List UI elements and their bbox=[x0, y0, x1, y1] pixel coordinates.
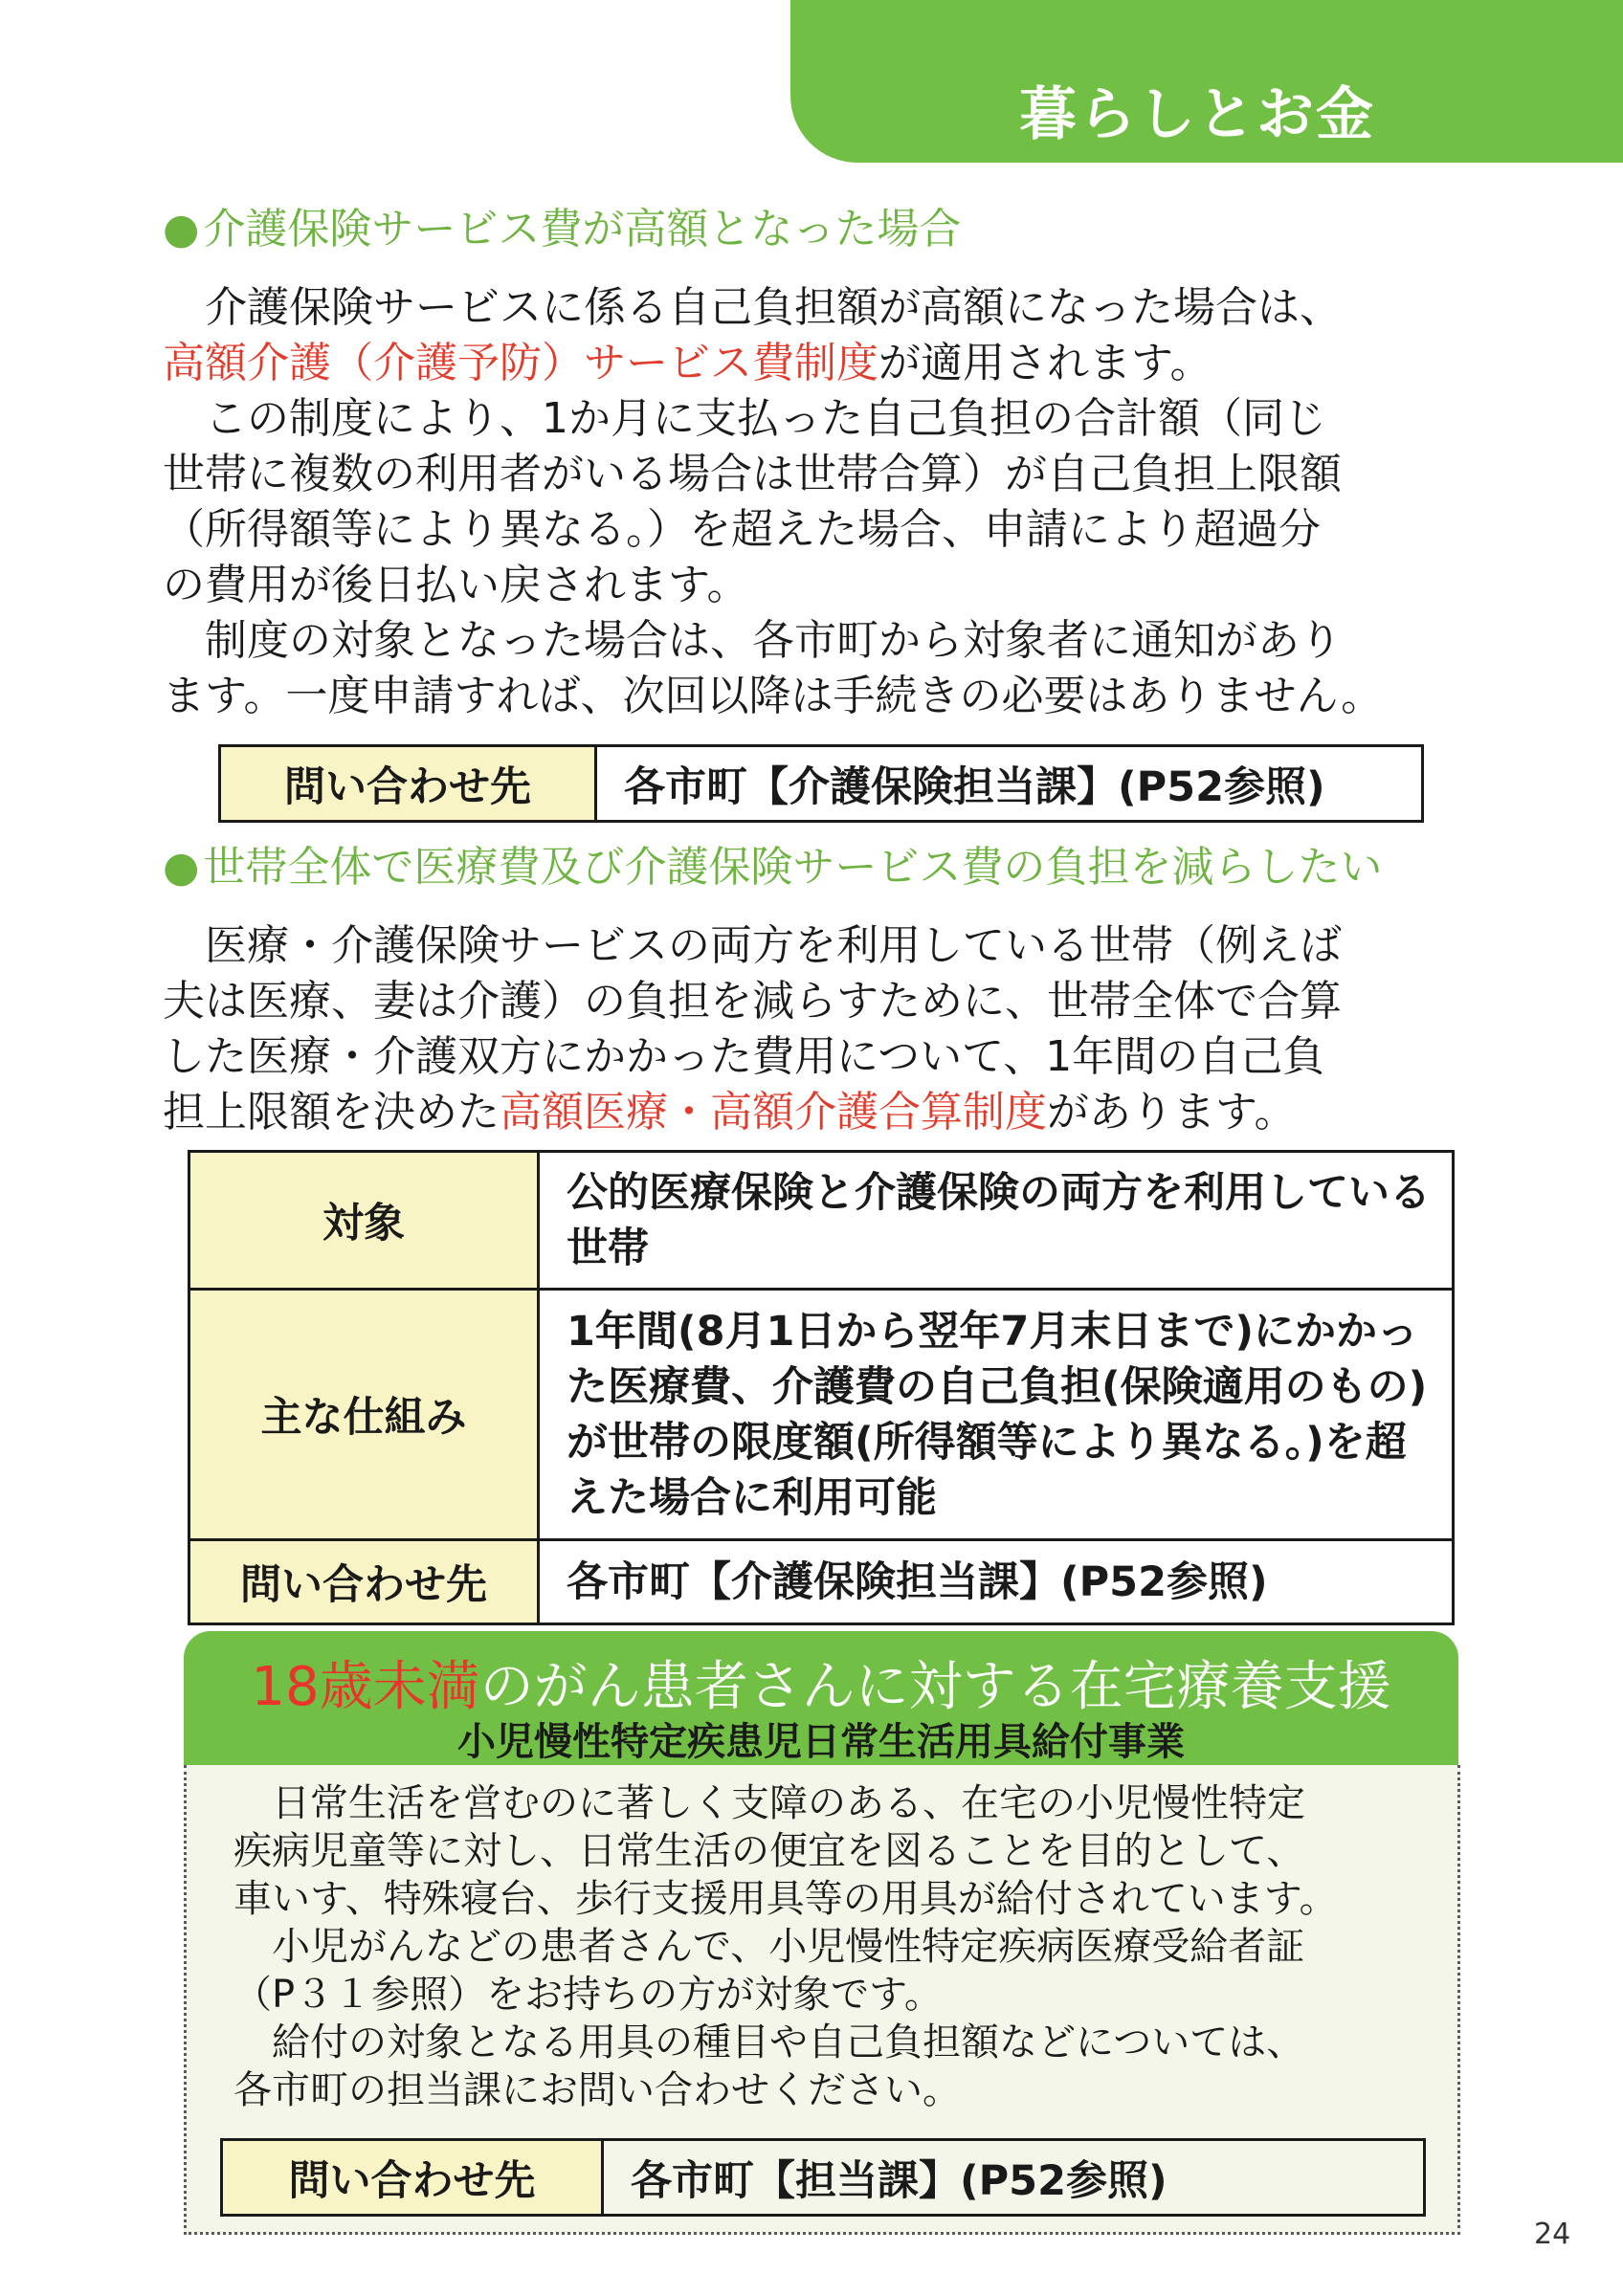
text-line: 日常生活を営むのに著しく支障のある、在宅の小児慢性特定 bbox=[233, 1781, 1305, 1825]
text-fragment: が適用されます。 bbox=[878, 339, 1212, 387]
contact-value: 各市町【担当課】(P52参照) bbox=[603, 2140, 1425, 2216]
target-value: 公的医療保険と介護保険の両方を利用している世帯 bbox=[539, 1152, 1454, 1290]
text-line: 給付の対象となる用具の種目や自己負担額などについては、 bbox=[233, 2020, 1305, 2064]
text-line: 夫は医療、妻は介護）の負担を減らすために、世帯全体で合算 bbox=[163, 977, 1342, 1026]
section-heading-combined-cost bbox=[163, 843, 1383, 892]
text-line: この制度により、1か月に支払った自己負担の合計額（同じ bbox=[163, 394, 1326, 443]
text-line: （所得額等により異なる。）を超えた場合、申請により超過分 bbox=[163, 505, 1321, 554]
page-number: 24 bbox=[1534, 2218, 1571, 2251]
text-line: 制度の対象となった場合は、各市町から対象者に通知があり bbox=[163, 616, 1342, 665]
page-title: 暮らしとお金 bbox=[1019, 81, 1375, 148]
contact-value: 各市町【介護保険担当課】(P52参照) bbox=[539, 1540, 1454, 1624]
contact-label: 問い合わせ先 bbox=[222, 2140, 603, 2216]
target-label: 対象 bbox=[189, 1152, 539, 1290]
text-line: 介護保険サービスに係る自己負担額が高額になった場合は、 bbox=[163, 283, 1342, 332]
text-fragment: があります。 bbox=[1047, 1088, 1297, 1137]
home-care-support-header bbox=[184, 1631, 1458, 1765]
highlight-term: 高額介護（介護予防）サービス費制度 bbox=[163, 339, 878, 387]
contact-value: 各市町【介護保険担当課】(P52参照) bbox=[596, 746, 1423, 822]
text-line: の費用が後日払い戻されます。 bbox=[163, 561, 749, 609]
text-line: （P３１参照）をお持ちの方が対象です。 bbox=[233, 1973, 943, 2017]
text-line: ます。一度申請すれば、次回以降は手続きの必要はありません。 bbox=[163, 672, 1384, 720]
paragraph-home-care-support bbox=[233, 1779, 1338, 2114]
contact-table-3 bbox=[220, 2138, 1426, 2217]
text-line bbox=[163, 336, 1383, 391]
paragraph-high-cost-care bbox=[163, 280, 1383, 724]
title-text: のがん患者さんに対する在宅療養支援 bbox=[479, 1656, 1391, 1718]
info-table-combined-cost bbox=[188, 1150, 1455, 1625]
contact-table-1 bbox=[218, 744, 1424, 823]
text-line: 医療・介護保険サービスの両方を利用している世帯（例えば bbox=[163, 921, 1342, 970]
text-fragment: 担上限額を決めた bbox=[163, 1088, 500, 1137]
mechanism-label: 主な仕組み bbox=[189, 1290, 539, 1540]
text-line: した医療・介護双方にかかった費用について、1年間の自己負 bbox=[163, 1032, 1325, 1081]
contact-label: 問い合わせ先 bbox=[220, 746, 596, 822]
text-line: 各市町の担当課にお問い合わせください。 bbox=[233, 2068, 961, 2112]
contact-label: 問い合わせ先 bbox=[189, 1540, 539, 1624]
bullet-icon: ● bbox=[163, 843, 200, 892]
text-line: 小児がんなどの患者さんで、小児慢性特定疾病医療受給者証 bbox=[233, 1925, 1305, 1969]
home-care-support-title bbox=[184, 1645, 1458, 1721]
highlight-term: 高額医療・高額介護合算制度 bbox=[500, 1088, 1047, 1137]
section-heading-text: 介護保険サービス費が高額となった場合 bbox=[203, 205, 962, 254]
text-line: 車いす、特殊寝台、歩行支援用具等の用具が給付されています。 bbox=[233, 1877, 1338, 1921]
mechanism-value: 1年間(8月1日から翌年7月末日まで)にかかった医療費、介護費の自己負担(保険適用のもの)が世帯の限度額(所得額等により異なる。)を超えた場合に利用可能 bbox=[539, 1290, 1454, 1540]
text-line bbox=[163, 1085, 1342, 1140]
bullet-icon: ● bbox=[163, 205, 200, 254]
paragraph-combined-cost bbox=[163, 918, 1342, 1140]
title-highlight: 18歳未満 bbox=[251, 1656, 480, 1718]
text-line: 世帯に複数の利用者がいる場合は世帯合算）が自己負担上限額 bbox=[163, 450, 1342, 498]
section-heading-high-cost-care bbox=[163, 205, 962, 254]
home-care-support-subtitle: 小児慢性特定疾患児日常生活用具給付事業 bbox=[457, 1720, 1185, 1764]
text-line: 疾病児童等に対し、日常生活の便宜を図ることを目的として、 bbox=[233, 1829, 1305, 1873]
section-heading-text: 世帯全体で医療費及び介護保険サービス費の負担を減らしたい bbox=[203, 843, 1383, 892]
